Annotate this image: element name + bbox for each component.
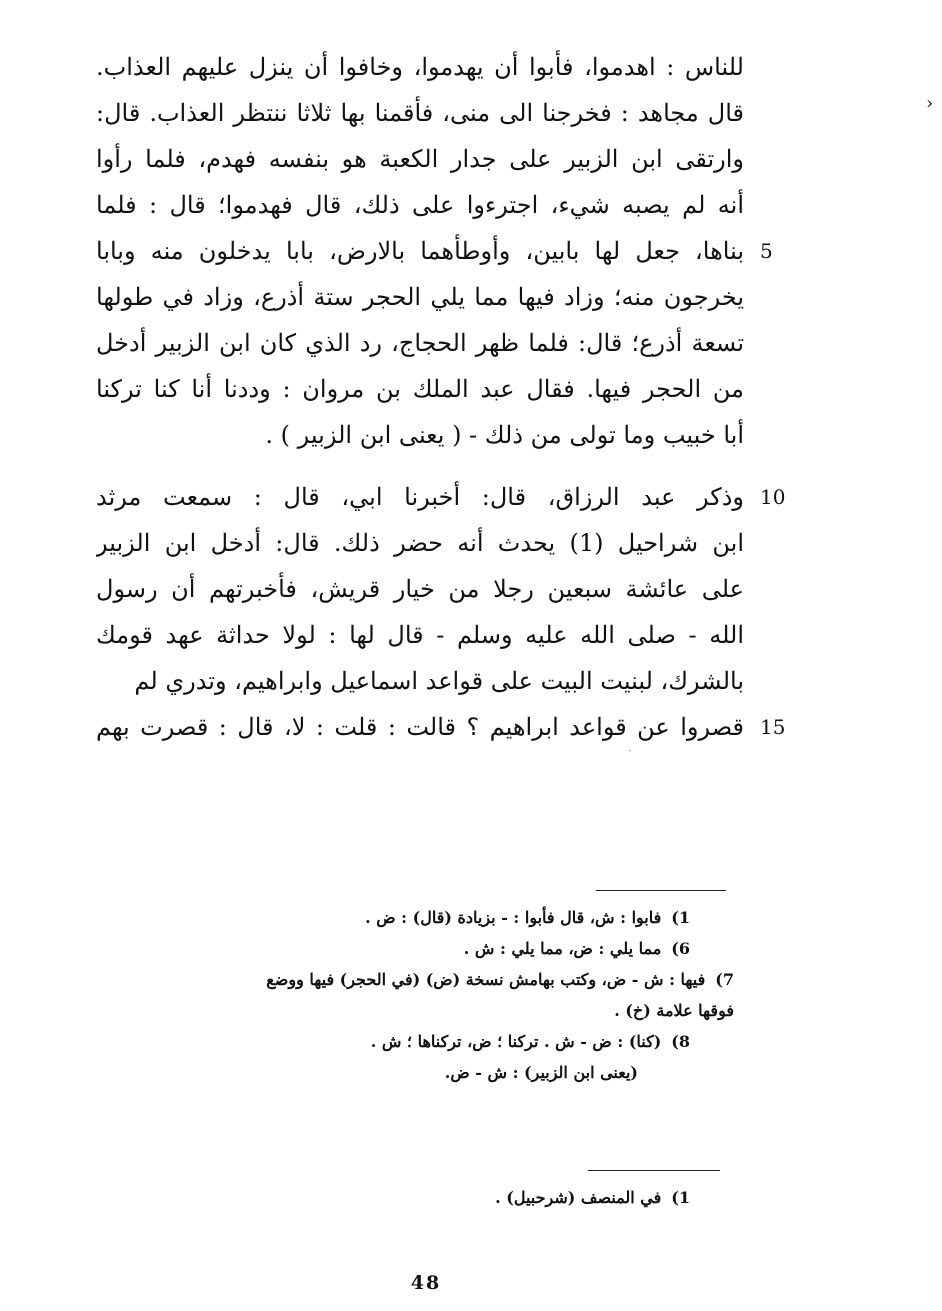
text-line: أبا خبيب وما تولى من ذلك - ( يعنى ابن الزبير ) . <box>265 421 744 449</box>
text-line: من الحجر فيها. فقال عبد الملك بن مروان : وددنا أنا كنا تركنا <box>96 375 744 403</box>
text-line: ابن شراحيل (1) يحدث أنه حضر ذلك. قال: أدخل ابن الزبير <box>96 529 744 557</box>
variant-note-text: فيها : ش - ض، وكتب بهامش نسخة (ض) (في الحجر) فيها ووضع <box>266 970 706 989</box>
scan-speck: · <box>628 744 632 758</box>
text-line: قصروا عن قواعد ابراهيم ؟ قالت : قلت : لا، قال : قصرت بهم 15 <box>96 704 744 750</box>
text-line: وارتقى ابن الزبير على جدار الكعبة هو بنفسه فهدم، فلما رأوا <box>96 145 744 173</box>
variant-note-continuation: (يعنى ابن الزبير) : ش - ض. <box>444 1063 638 1082</box>
variant-note-text: (كنا) : ض - ش . تركنا ؛ ض، تركناها ؛ ش . <box>370 1032 662 1051</box>
variant-note <box>100 933 690 964</box>
editor-note <box>300 1184 690 1212</box>
page-number: 48 <box>410 1272 442 1294</box>
text-line: بناها، جعل لها بابين، وأوطأهما بالارض، بابا يدخلون منه وبابا 5 <box>96 228 744 274</box>
editor-note-label: 1) <box>671 1188 690 1207</box>
variant-notes-rule <box>596 890 726 891</box>
variant-note <box>86 964 734 995</box>
editor-note-rule <box>588 1170 720 1171</box>
variant-notes <box>100 902 734 1088</box>
line-number: 10 <box>760 485 786 509</box>
variant-note-label: 8) <box>671 1032 690 1051</box>
text-line: تسعة أذرع؛ قال: فلما ظهر الحجاج، رد الذي كان ابن الزبير أدخل <box>96 329 744 357</box>
text-line: وذكر عبد الرزاق، قال: أخبرنا ابي، قال : سمعت مرثد 10 <box>96 474 744 520</box>
text-line: قال مجاهد : فخرجنا الى منى، فأقمنا بها ثلاثا ننتظر العذاب. قال: <box>96 99 744 127</box>
text-line: للناس : اهدموا، فأبوا أن يهدموا، وخافوا أن ينزل عليهم العذاب. <box>96 53 744 81</box>
variant-note-label: 1) <box>671 908 690 927</box>
variant-note-continuation: فوقها علامة (خ) . <box>614 1001 734 1020</box>
line-number: 5 <box>760 239 773 263</box>
text-line: أنه لم يصبه شيء، اجترءوا على ذلك، قال فهدموا؛ قال : فلما <box>96 191 744 219</box>
text-line: بالشرك، لبنيت البيت على قواعد اسماعيل وابراهيم، وتدري لم <box>134 667 744 695</box>
text-line: يخرجون منه؛ وزاد فيها مما يلي الحجر ستة أذرع، وزاد في طولها <box>96 283 744 311</box>
variant-note <box>100 902 690 933</box>
variant-note-text: فابوا : ش، قال فأبوا : - بزيادة (قال) : ض . <box>365 908 662 927</box>
editor-note-text: في المنصف (شرحبيل) . <box>495 1188 662 1207</box>
variant-note <box>100 1026 690 1057</box>
text-line: الله - صلى الله عليه وسلم - قال لها : لولا حداثة عهد قومك <box>96 621 744 649</box>
variant-note-label: 7) <box>715 970 734 989</box>
text-line: على عائشة سبعين رجلا من خيار قريش، فأخبرتهم أن رسول <box>96 575 744 603</box>
variant-note-text: مما يلي : ض، مما يلي : ش . <box>463 939 662 958</box>
margin-mark: › <box>926 93 934 114</box>
variant-note-label: 6) <box>671 939 690 958</box>
main-text <box>96 44 786 750</box>
line-number: 15 <box>760 715 786 739</box>
